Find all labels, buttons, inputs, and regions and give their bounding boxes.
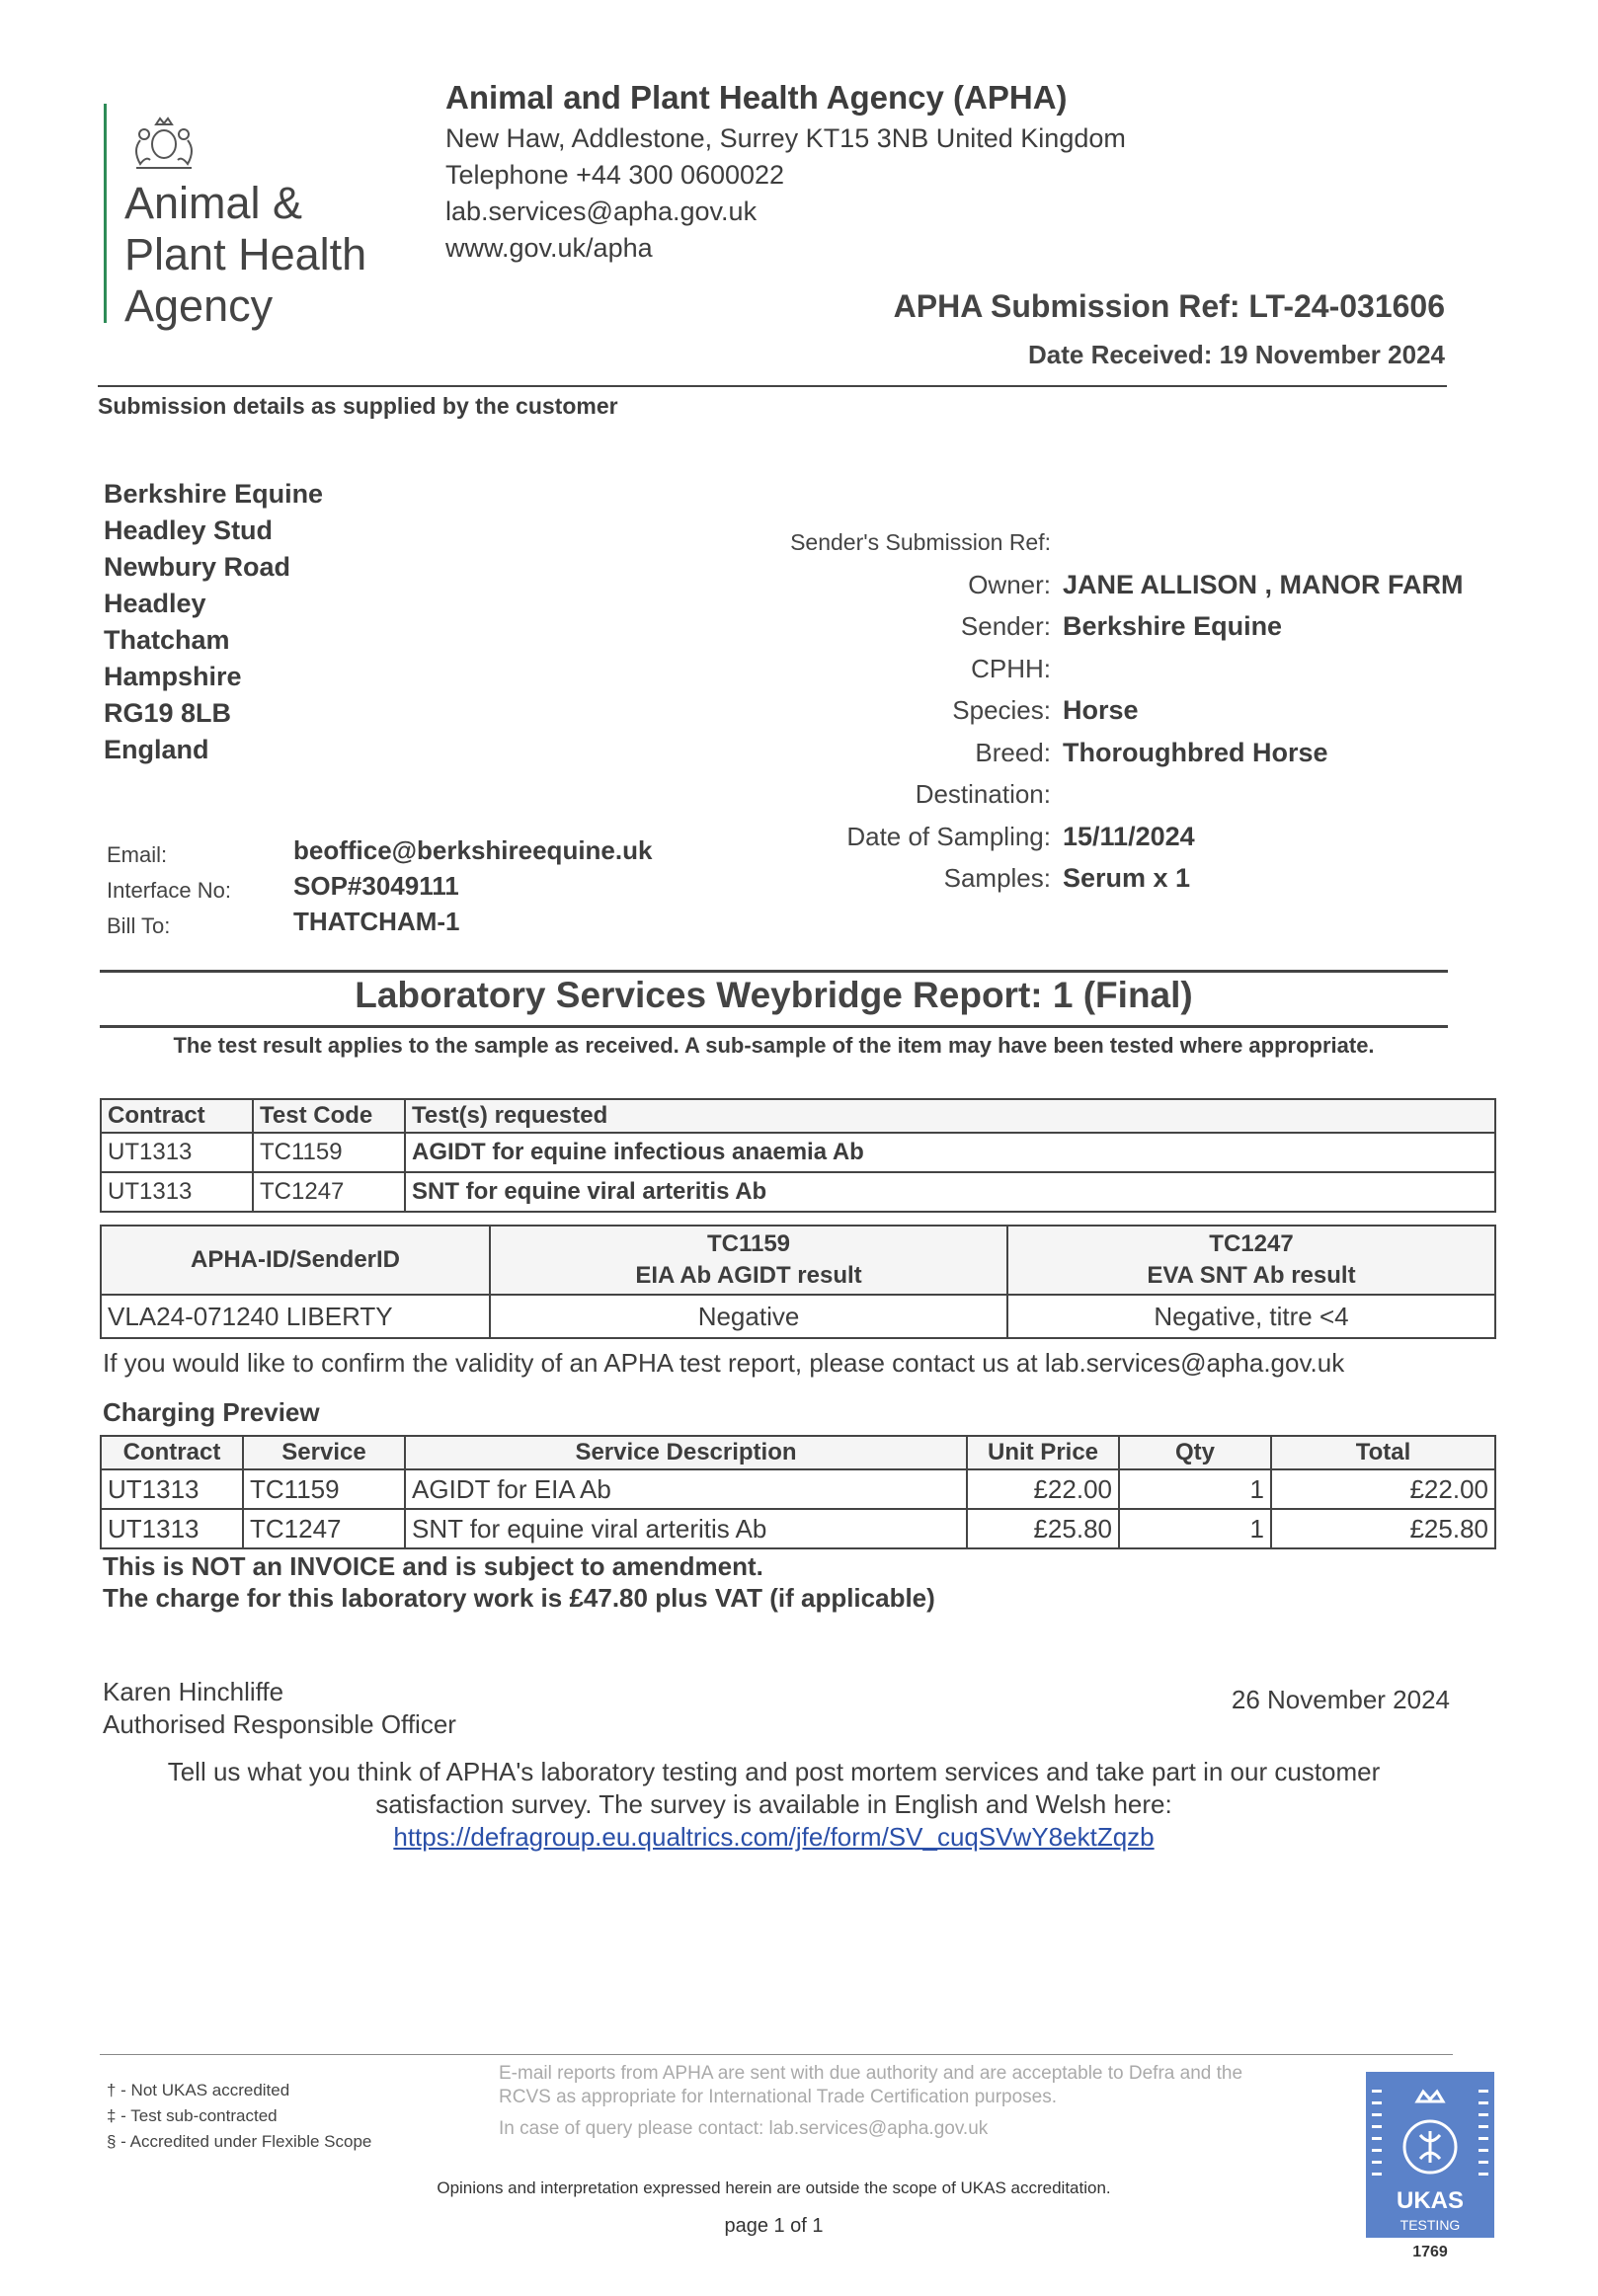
ukas-accreditation-logo xyxy=(1366,2072,1494,2238)
signed-date: 26 November 2024 xyxy=(1231,1685,1450,1714)
detail-label: Breed: xyxy=(975,737,1051,767)
bill-to-value: THATCHAM-1 xyxy=(293,907,460,936)
logo-line: Animal & xyxy=(124,178,303,228)
agency-email: lab.services@apha.gov.uk xyxy=(445,197,758,226)
ukas-number: 1769 xyxy=(1412,2244,1448,2260)
report-title-top-rule xyxy=(100,970,1448,973)
table-row xyxy=(101,1172,1495,1212)
address-line: RG19 8LB xyxy=(104,698,232,728)
agency-name: Animal and Plant Health Agency (APHA) xyxy=(445,79,1068,116)
table-cell: TC1247 xyxy=(243,1509,405,1548)
table-cell: SNT for equine viral arteritis Ab xyxy=(405,1509,967,1548)
footnote: ‡ - Test sub-contracted xyxy=(107,2106,278,2125)
detail-row xyxy=(691,521,1501,564)
customer-email: beoffice@berkshireequine.uk xyxy=(293,835,653,865)
logo-line: Plant Health xyxy=(124,229,367,279)
survey-link[interactable]: https://defragroup.eu.qualtrics.com/jfe/form/SV_cuqSVwY8ektZqzb xyxy=(393,1822,1155,1852)
column-header: Contract xyxy=(101,1436,243,1469)
column-header xyxy=(1007,1226,1495,1295)
table-row xyxy=(101,1509,1495,1548)
table-cell: AGIDT for equine infectious anaemia Ab xyxy=(405,1133,1495,1172)
column-header: Unit Price xyxy=(967,1436,1119,1469)
table-cell: £22.00 xyxy=(967,1469,1119,1509)
tests-requested-table xyxy=(100,1098,1496,1213)
detail-label: Samples: xyxy=(943,863,1051,893)
detail-row xyxy=(691,816,1501,858)
column-header: Qty xyxy=(1119,1436,1271,1469)
result-cell: Negative, titre <4 xyxy=(1007,1295,1495,1338)
table-row xyxy=(101,1469,1495,1509)
agency-telephone: Telephone +44 300 0600022 xyxy=(445,160,785,190)
detail-label: Owner: xyxy=(968,569,1051,599)
submission-heading: Submission details as supplied by the customer xyxy=(98,393,618,419)
detail-label: Date of Sampling: xyxy=(846,821,1051,851)
logo-line: Agency xyxy=(124,280,274,331)
address-line: Thatcham xyxy=(104,625,230,655)
address-line: Headley Stud xyxy=(104,515,274,545)
table-cell: UT1313 xyxy=(101,1172,253,1212)
table-cell: TC1159 xyxy=(243,1469,405,1509)
footnotes xyxy=(107,2078,371,2155)
footer-divider xyxy=(100,2054,1453,2055)
email-disclaimer-block xyxy=(499,2062,1249,2141)
invoice-notice: This is NOT an INVOICE and is subject to amendment. xyxy=(103,1551,763,1581)
table-cell: £22.00 xyxy=(1271,1469,1495,1509)
detail-value: Berkshire Equine xyxy=(1063,611,1283,641)
opinion-note: Opinions and interpretation expressed herein are outside the scope of UKAS accreditation. xyxy=(437,2178,1111,2197)
table-row xyxy=(101,1295,1495,1338)
query-contact: In case of query please contact: lab.services@apha.gov.uk xyxy=(499,2118,989,2139)
table-cell: SNT for equine viral arteritis Ab xyxy=(405,1172,1495,1212)
table-cell: 1 xyxy=(1119,1509,1271,1548)
table-cell: TC1247 xyxy=(253,1172,405,1212)
detail-label: Sender's Submission Ref: xyxy=(790,529,1051,555)
logo-accent-bar xyxy=(104,104,107,323)
column-header: Contract xyxy=(101,1099,253,1133)
contact-values xyxy=(293,832,652,939)
footnote: † - Not UKAS accredited xyxy=(107,2081,290,2099)
report-title-bottom-rule xyxy=(100,1025,1448,1028)
report-title: Laboratory Services Weybridge Report: 1 (Final) xyxy=(355,975,1193,1015)
detail-label: Species: xyxy=(952,695,1051,725)
customer-address xyxy=(104,476,323,768)
detail-label: CPHH: xyxy=(971,653,1051,683)
address-line: Hampshire xyxy=(104,662,242,691)
survey-line: satisfaction survey. The survey is available in English and Welsh here: xyxy=(375,1789,1172,1819)
page-number: page 1 of 1 xyxy=(724,2215,824,2237)
agency-website: www.gov.uk/apha xyxy=(445,233,653,263)
table-cell: UT1313 xyxy=(101,1469,243,1509)
address-line: England xyxy=(104,735,209,764)
header-line: EIA Ab AGIDT result xyxy=(635,1262,862,1289)
officer-name: Karen Hinchliffe xyxy=(103,1677,284,1706)
column-header: Service xyxy=(243,1436,405,1469)
royal-crest-icon xyxy=(126,111,201,174)
detail-value: 15/11/2024 xyxy=(1063,821,1195,851)
table-cell: TC1159 xyxy=(253,1133,405,1172)
column-header xyxy=(490,1226,1007,1295)
sample-id-cell: VLA24-071240 LIBERTY xyxy=(101,1295,490,1338)
contact-labels xyxy=(107,837,231,944)
header-line: APHA-ID/SenderID xyxy=(190,1246,401,1273)
charge-notices xyxy=(103,1550,935,1614)
address-line: Berkshire Equine xyxy=(104,479,324,509)
detail-value: JANE ALLISON , MANOR FARM xyxy=(1063,569,1464,599)
detail-row xyxy=(691,773,1501,816)
submission-details xyxy=(691,521,1501,900)
detail-row xyxy=(691,564,1501,606)
officer-role: Authorised Responsible Officer xyxy=(103,1709,456,1739)
header-line: TC1159 xyxy=(706,1230,791,1257)
footnote: § - Accredited under Flexible Scope xyxy=(107,2132,372,2151)
detail-row xyxy=(691,648,1501,690)
address-line: Newbury Road xyxy=(104,552,291,582)
result-cell: Negative xyxy=(490,1295,1007,1338)
validity-note: If you would like to confirm the validity of an APHA test report, please contact us at lab.services@apha.gov.uk xyxy=(103,1348,1345,1378)
agency-contact-block xyxy=(445,75,1126,267)
table-header-row xyxy=(101,1099,1495,1133)
email-disclaimer: E-mail reports from APHA are sent with due authority and are acceptable to Defra and the RCVS as appropriate for International Trade Certification purposes. xyxy=(499,2063,1243,2107)
table-header-row xyxy=(101,1436,1495,1469)
interface-label: Interface No: xyxy=(107,878,231,903)
charging-heading: Charging Preview xyxy=(103,1397,320,1427)
column-header: Total xyxy=(1271,1436,1495,1469)
table-row xyxy=(101,1133,1495,1172)
email-label: Email: xyxy=(107,842,168,867)
report-note: The test result applies to the sample as received. A sub-sample of the item may have been tested where appropriate. xyxy=(173,1033,1375,1058)
agency-logo-wordmark xyxy=(124,178,366,332)
results-table xyxy=(100,1225,1496,1339)
date-received: Date Received: 19 November 2024 xyxy=(1027,340,1445,369)
header-line: EVA SNT Ab result xyxy=(1147,1262,1356,1289)
table-cell: £25.80 xyxy=(967,1509,1119,1548)
detail-label: Destination: xyxy=(915,779,1051,809)
ukas-sub-label: TESTING xyxy=(1399,2217,1461,2233)
charging-table xyxy=(100,1435,1496,1549)
survey-invitation xyxy=(100,1756,1448,1854)
table-cell: £25.80 xyxy=(1271,1509,1495,1548)
detail-value: Horse xyxy=(1063,695,1139,725)
table-cell: 1 xyxy=(1119,1469,1271,1509)
detail-row xyxy=(691,689,1501,732)
ukas-label: UKAS xyxy=(1396,2187,1465,2214)
header-line: TC1247 xyxy=(1209,1230,1294,1257)
ukas-emblem-icon xyxy=(1366,2072,1494,2238)
agency-address: New Haw, Addlestone, Surrey KT15 3NB United Kingdom xyxy=(445,123,1126,153)
table-header-row xyxy=(101,1226,1495,1295)
column-header: Test(s) requested xyxy=(405,1099,1495,1133)
submission-ref: APHA Submission Ref: LT-24-031606 xyxy=(893,288,1445,324)
charge-notice: The charge for this laboratory work is £47.80 plus VAT (if applicable) xyxy=(103,1583,935,1613)
table-cell: AGIDT for EIA Ab xyxy=(405,1469,967,1509)
table-cell: UT1313 xyxy=(101,1509,243,1548)
column-header: Test Code xyxy=(253,1099,405,1133)
detail-row xyxy=(691,857,1501,900)
detail-value: Serum x 1 xyxy=(1063,863,1191,893)
column-header xyxy=(101,1226,490,1295)
column-header: Service Description xyxy=(405,1436,967,1469)
survey-line: Tell us what you think of APHA's laboratory testing and post mortem services and take part in our customer xyxy=(167,1757,1381,1786)
detail-label: Sender: xyxy=(960,611,1051,641)
officer-signature-block xyxy=(103,1676,456,1741)
header-divider xyxy=(98,385,1447,387)
table-cell: UT1313 xyxy=(101,1133,253,1172)
bill-to-label: Bill To: xyxy=(107,913,171,938)
detail-row xyxy=(691,732,1501,774)
interface-number: SOP#3049111 xyxy=(293,871,459,901)
detail-value: Thoroughbred Horse xyxy=(1063,737,1328,767)
detail-row xyxy=(691,605,1501,648)
address-line: Headley xyxy=(104,589,206,618)
